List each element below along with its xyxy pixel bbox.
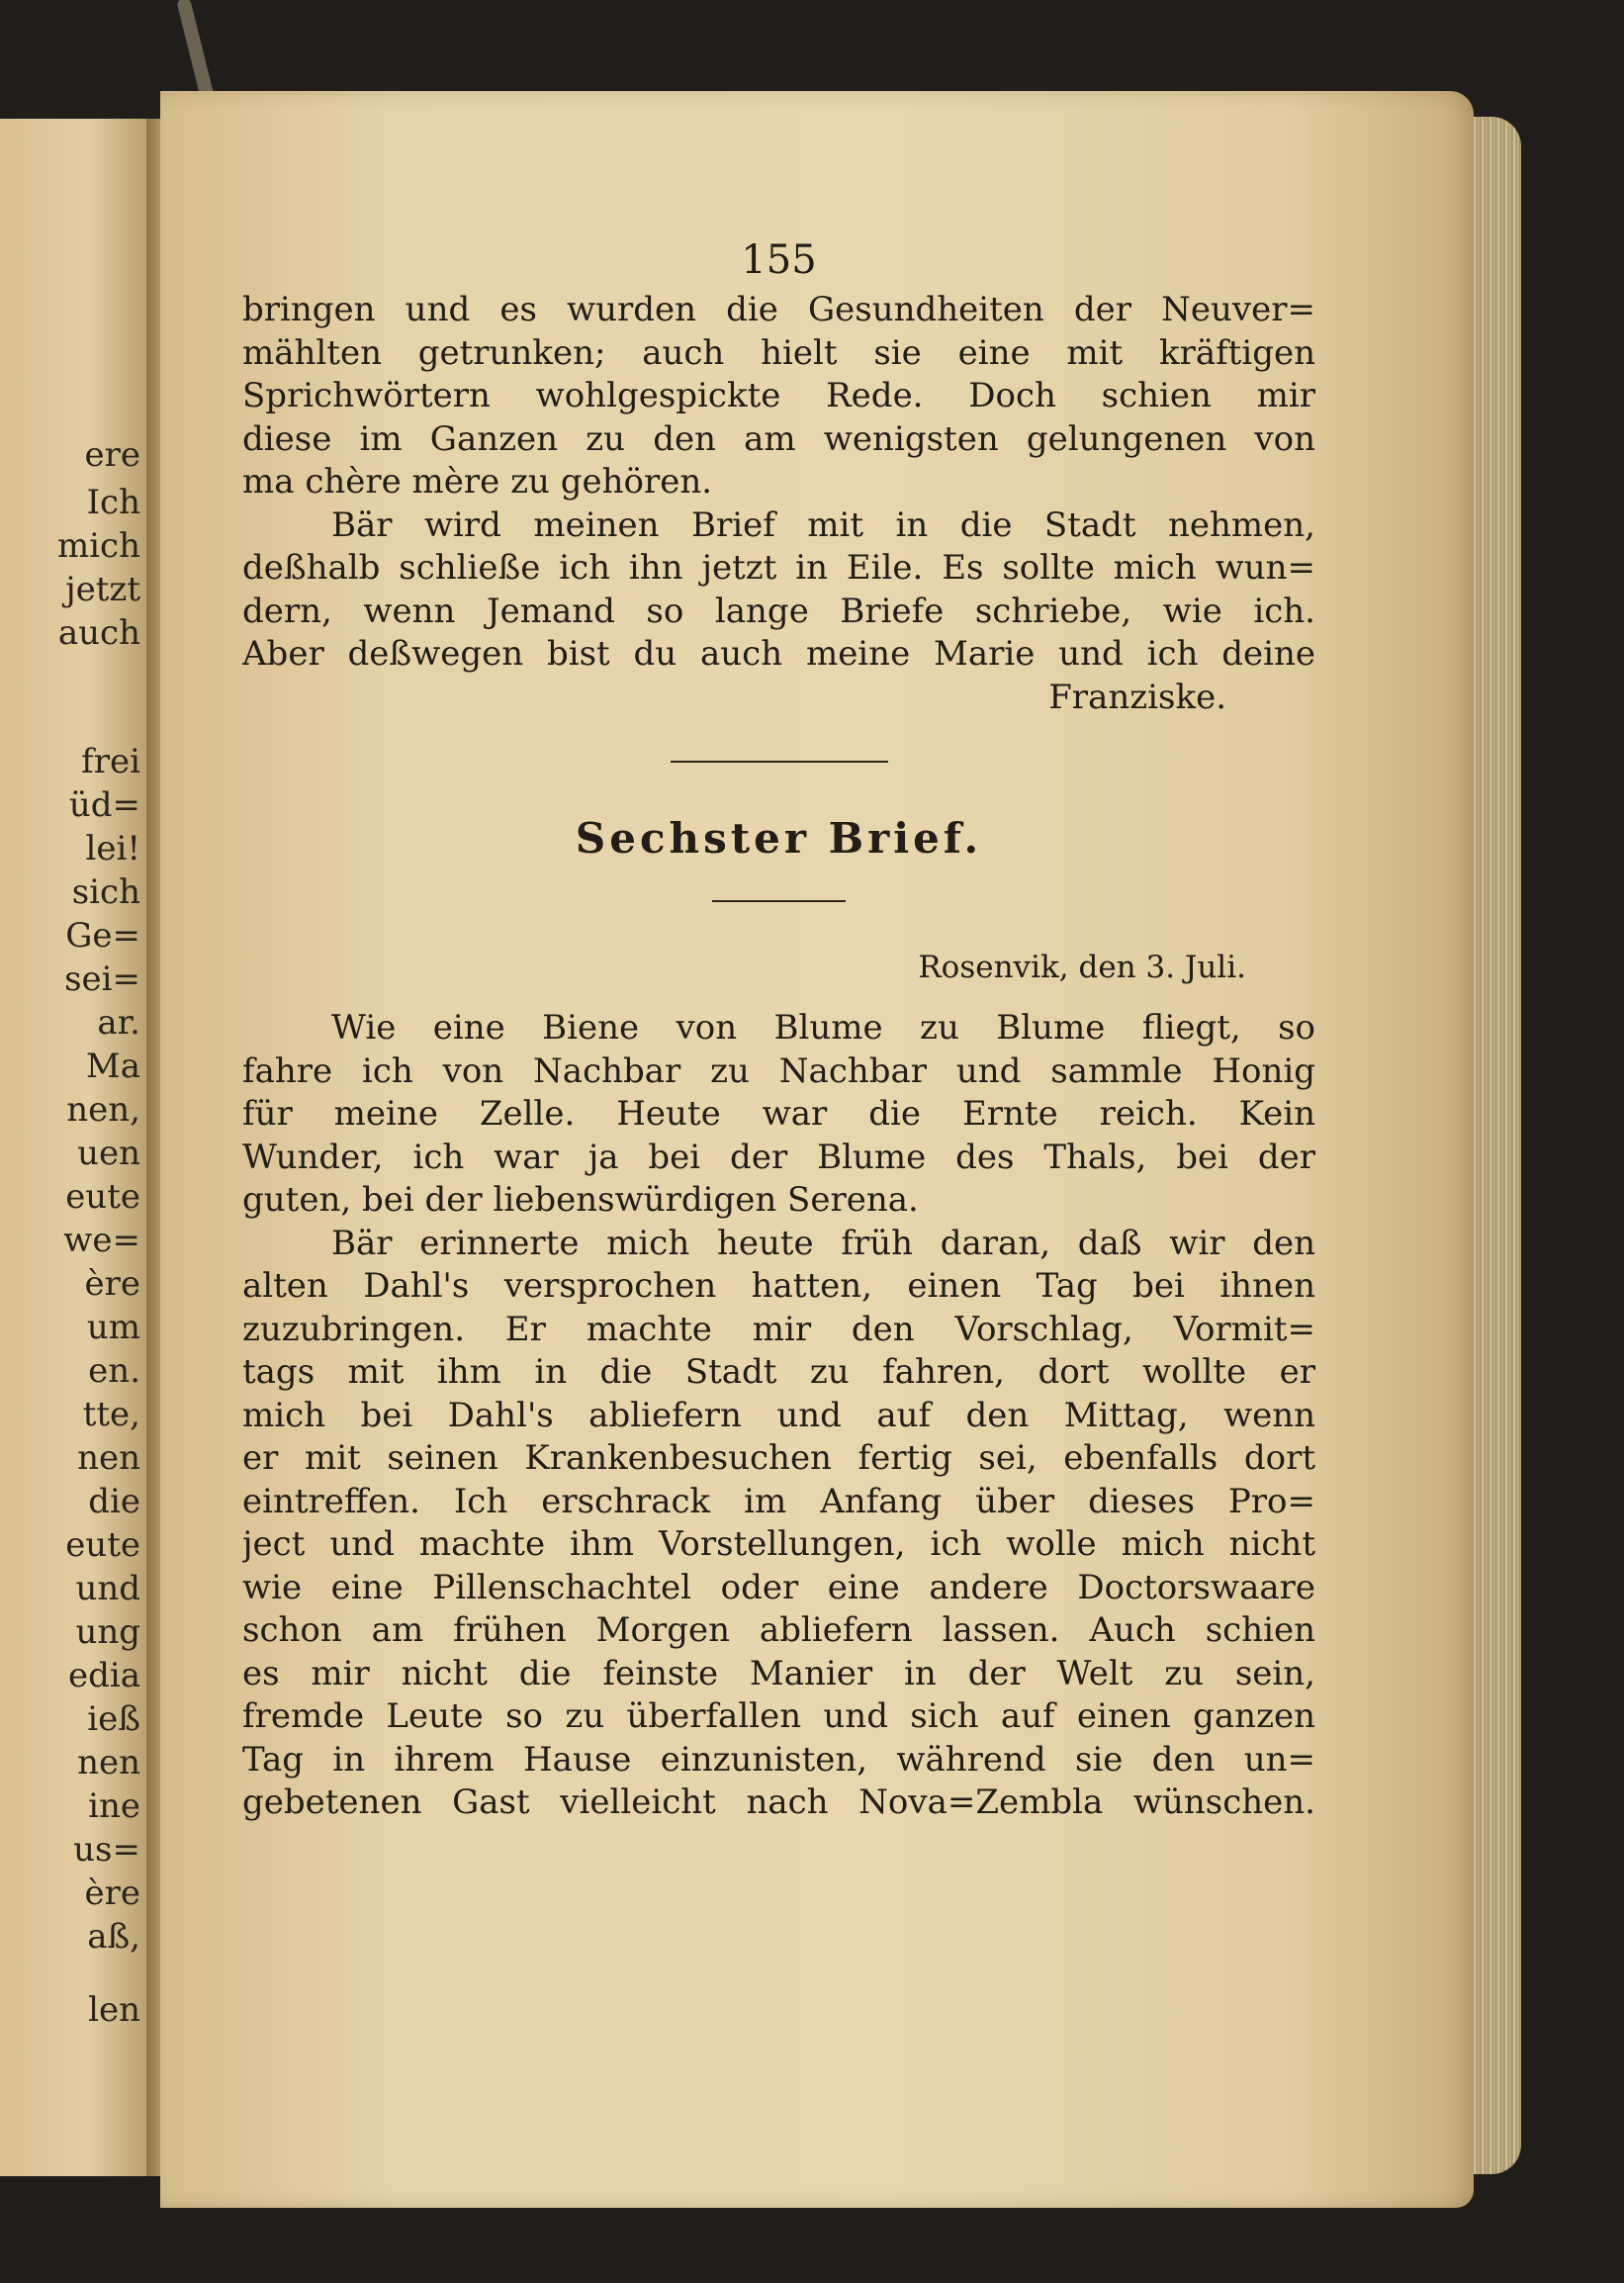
- left-fragment: we=: [63, 1221, 140, 1260]
- text-line: dern, wenn Jemand so lange Briefe schriebe, wie ich.: [242, 591, 1315, 631]
- text-line: ma chère mère zu gehören.: [242, 462, 713, 502]
- text-line: zuzubringen. Er machte mir den Vorschlag, Vormit=: [242, 1309, 1315, 1349]
- left-fragment: tte,: [82, 1395, 140, 1434]
- text-line: er mit seinen Krankenbesuchen fertig sei, ebenfalls dort: [242, 1438, 1315, 1478]
- text-line: schon am frühen Morgen abliefern lassen. Auch schien: [242, 1610, 1315, 1650]
- text-line: Aber deßwegen bist du auch meine Marie und ich deine: [242, 634, 1315, 674]
- text-line: bringen und es wurden die Gesundheiten der Neuver=: [242, 290, 1315, 329]
- left-fragment: lei!: [85, 829, 140, 868]
- left-fragment: jetzt: [65, 570, 140, 609]
- page-number: 155: [741, 237, 817, 283]
- text-line: Wunder, ich war ja bei der Blume des Thals, bei der: [242, 1137, 1315, 1177]
- text-line: Sprichwörtern wohlgespickte Rede. Doch schien mir: [242, 376, 1315, 415]
- dateline: Rosenvik, den 3. Juli.: [918, 950, 1246, 985]
- signature: Franziske.: [1048, 677, 1226, 717]
- left-fragment: sei=: [64, 959, 140, 999]
- paragraph-2: [242, 504, 1315, 720]
- left-fragment: ine: [88, 1786, 140, 1826]
- chapter-heading: Sechster Brief.: [575, 814, 983, 863]
- left-fragment: en.: [88, 1351, 140, 1391]
- text-line: diese im Ganzen zu den am wenigsten gelungenen von: [242, 418, 1315, 459]
- left-fragment: aß,: [87, 1917, 140, 1957]
- paragraph-1: [242, 289, 1315, 504]
- paragraph-3: [242, 1007, 1315, 1223]
- text-line: tags mit ihm in die Stadt zu fahren, dort wollte er: [242, 1352, 1315, 1392]
- text-line: Bär erinnerte mich heute früh daran, daß wir den: [331, 1223, 1315, 1263]
- text-line: wie eine Pillenschachtel oder eine andere Doctorswaare: [242, 1567, 1315, 1607]
- text-line: ject und machte ihm Vorstellungen, ich wolle mich nicht: [242, 1524, 1315, 1564]
- left-fragment: ung: [75, 1612, 140, 1652]
- left-page-edge: [0, 119, 148, 2176]
- left-fragment: us=: [73, 1830, 140, 1870]
- text-line: es mir nicht die feinste Manier in der Welt zu sein,: [242, 1653, 1315, 1693]
- left-fragment: Ich: [86, 483, 140, 522]
- left-fragment: ere: [84, 435, 140, 475]
- text-line: eintreffen. Ich erschrack im Anfang über dieses Pro=: [242, 1481, 1315, 1521]
- left-fragment: nen,: [66, 1090, 140, 1130]
- left-fragment: üd=: [68, 785, 140, 825]
- left-fragment: Ma: [85, 1047, 140, 1086]
- left-fragment: eute: [65, 1177, 140, 1217]
- text-line: Tag in ihrem Hause einzunisten, während sie den un=: [242, 1739, 1315, 1780]
- left-fragment: frei: [81, 742, 140, 781]
- page-content: [242, 237, 1315, 1825]
- left-fragment: ère: [84, 1264, 140, 1304]
- text-line: deßhalb schließe ich ihn jetzt in Eile. Es sollte mich wun=: [242, 548, 1315, 588]
- paragraph-4: [242, 1223, 1315, 1825]
- left-fragment: mich: [56, 526, 140, 566]
- left-fragment: nen: [77, 1743, 140, 1782]
- left-fragment: len: [88, 1990, 140, 2030]
- left-fragment: eute: [65, 1525, 140, 1565]
- text-line: alten Dahl's versprochen hatten, einen Tag bei ihnen: [242, 1266, 1315, 1306]
- left-fragment: auch: [57, 613, 140, 653]
- text-line: mählten getrunken; auch hielt sie eine mit kräftigen: [242, 332, 1315, 373]
- left-fragment: ar.: [97, 1003, 140, 1043]
- left-fragment: edia: [67, 1656, 140, 1695]
- left-fragment: die: [88, 1482, 140, 1521]
- left-fragment: und: [75, 1569, 140, 1608]
- left-fragment: ère: [84, 1873, 140, 1913]
- left-fragment: sich: [71, 872, 140, 912]
- text-line: mich bei Dahl's abliefern und auf den Mittag, wenn: [242, 1395, 1315, 1435]
- left-fragment: nen: [77, 1438, 140, 1478]
- text-line: für meine Zelle. Heute war die Ernte reich. Kein: [242, 1094, 1315, 1134]
- left-fragment: Ge=: [65, 916, 140, 956]
- left-fragment: ieß: [87, 1699, 140, 1739]
- text-line: gebetenen Gast vielleicht nach Nova=Zembla wünschen.: [242, 1782, 1315, 1822]
- text-line: Wie eine Biene von Blume zu Blume fliegt, so: [331, 1008, 1315, 1048]
- text-line: guten, bei der liebenswürdigen Serena.: [242, 1180, 919, 1220]
- text-line: Bär wird meinen Brief mit in die Stadt nehmen,: [331, 504, 1315, 545]
- text-line: fahre ich von Nachbar zu Nachbar und sammle Honig: [242, 1050, 1315, 1091]
- left-fragment: uen: [77, 1134, 140, 1173]
- left-fragment: um: [86, 1308, 140, 1347]
- text-line: fremde Leute so zu überfallen und sich auf einen ganzen: [242, 1696, 1315, 1736]
- section-divider: [671, 761, 888, 763]
- heading-underline: [712, 900, 846, 902]
